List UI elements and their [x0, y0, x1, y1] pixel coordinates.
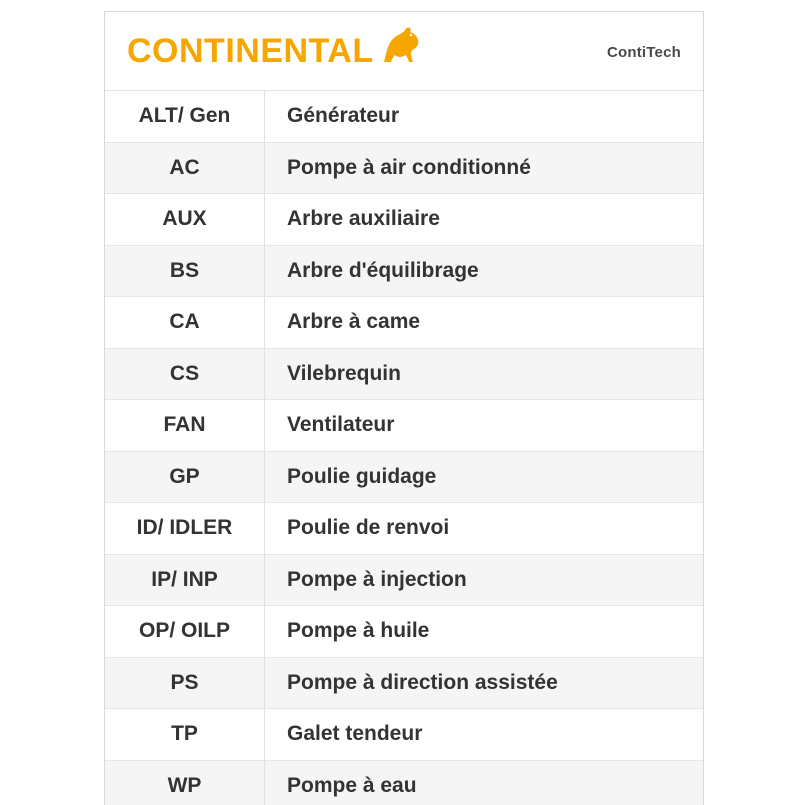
continental-logo — [127, 30, 422, 71]
row-abbreviation: IP/ INP — [105, 555, 265, 606]
brand-name: CONTINENTAL — [127, 31, 374, 70]
row-description: Pompe à huile — [287, 619, 430, 643]
row-abbreviation: ALT/ Gen — [105, 91, 265, 142]
table-row — [105, 91, 703, 143]
table-row — [105, 349, 703, 401]
row-abbreviation: CA — [105, 297, 265, 348]
row-description: Pompe à direction assistée — [287, 670, 558, 694]
row-description: Vilebrequin — [287, 361, 401, 385]
table-row — [105, 297, 703, 349]
row-abbreviation: ID/ IDLER — [105, 503, 265, 554]
row-abbreviation: CS — [105, 349, 265, 400]
sub-brand-name: ContiTech — [606, 44, 681, 61]
row-description: Pompe à injection — [287, 567, 467, 591]
row-abbreviation: OP/ OILP — [105, 606, 265, 657]
row-description: Arbre auxiliaire — [287, 207, 440, 231]
table-row — [105, 143, 703, 195]
row-abbreviation: FAN — [105, 400, 265, 451]
table-row — [105, 452, 703, 504]
row-description: Galet tendeur — [287, 722, 423, 746]
abbreviation-table-card — [104, 11, 704, 805]
table-row — [105, 658, 703, 710]
row-description: Arbre d'équilibrage — [287, 258, 479, 282]
table-row — [105, 606, 703, 658]
table-row — [105, 503, 703, 555]
row-abbreviation: GP — [105, 452, 265, 503]
row-description: Poulie guidage — [287, 464, 437, 488]
row-description: Pompe à air conditionné — [287, 155, 531, 179]
table-row — [105, 194, 703, 246]
brand-header — [105, 12, 703, 91]
row-description: Arbre à came — [287, 310, 421, 334]
row-abbreviation: AUX — [105, 194, 265, 245]
table-row — [105, 709, 703, 761]
row-abbreviation: BS — [105, 246, 265, 297]
row-abbreviation: AC — [105, 143, 265, 194]
row-abbreviation: PS — [105, 658, 265, 709]
row-description: Pompe à eau — [287, 773, 417, 797]
row-abbreviation: TP — [105, 709, 265, 760]
table-row — [105, 555, 703, 607]
row-abbreviation: WP — [105, 761, 265, 805]
table-row — [105, 761, 703, 805]
row-description: Générateur — [287, 104, 400, 128]
table-row — [105, 246, 703, 298]
row-description: Poulie de renvoi — [287, 516, 450, 540]
row-description: Ventilateur — [287, 413, 395, 437]
abbreviation-list — [105, 91, 703, 805]
horse-logo-icon — [378, 26, 422, 71]
table-row — [105, 400, 703, 452]
